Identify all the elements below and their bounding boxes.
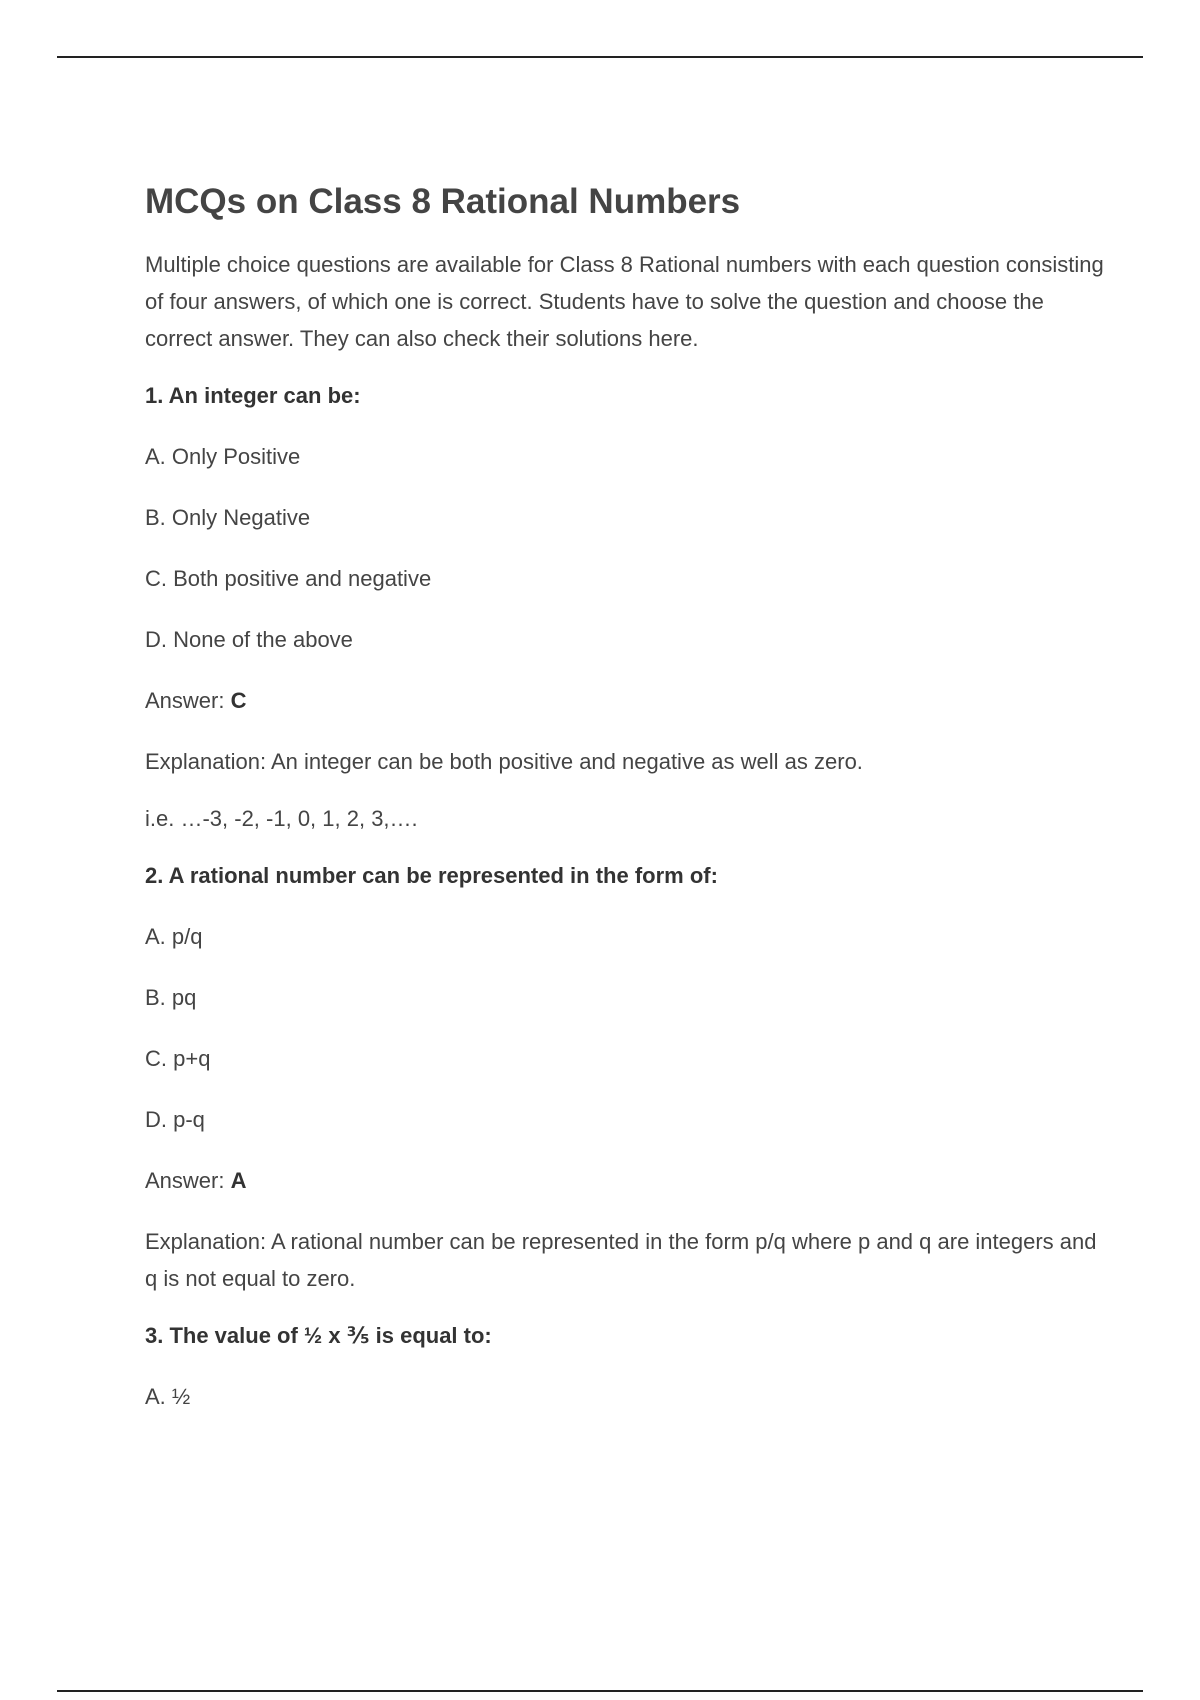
option-a: A. Only Positive bbox=[145, 444, 301, 469]
document-body bbox=[145, 178, 1105, 1439]
answer-label: Answer: bbox=[145, 688, 231, 713]
question-block-1 bbox=[145, 377, 1105, 837]
answer-line bbox=[145, 682, 1105, 719]
option-d: D. p-q bbox=[145, 1107, 205, 1132]
bottom-rule bbox=[57, 1690, 1143, 1692]
page-title: MCQs on Class 8 Rational Numbers bbox=[145, 182, 741, 221]
option-c: C. Both positive and negative bbox=[145, 566, 432, 591]
explanation-example: i.e. …-3, -2, -1, 0, 1, 2, 3,…. bbox=[145, 806, 418, 831]
option-b: B. pq bbox=[145, 985, 197, 1010]
top-rule bbox=[57, 56, 1143, 58]
option-c: C. p+q bbox=[145, 1046, 211, 1071]
explanation: Explanation: An integer can be both positive and negative as well as zero. bbox=[145, 749, 863, 774]
answer-line bbox=[145, 1162, 1105, 1199]
option-a: A. ½ bbox=[145, 1384, 191, 1409]
question-block-3 bbox=[145, 1317, 1105, 1415]
question-text: 3. The value of ½ x ⅗ is equal to: bbox=[145, 1323, 492, 1348]
answer-value: A bbox=[230, 1168, 247, 1193]
option-d: D. None of the above bbox=[145, 627, 353, 652]
question-text: 2. A rational number can be represented in the form of: bbox=[145, 863, 718, 888]
option-a: A. p/q bbox=[145, 924, 203, 949]
explanation: Explanation: A rational number can be represented in the form p/q where p and q are integers and q is not equal to zero. bbox=[145, 1229, 1097, 1291]
intro-paragraph: Multiple choice questions are available for Class 8 Rational numbers with each question consisting of four answers, of which one is correct. Students have to solve the question and choose the correct answer. They can also check their solutions here. bbox=[145, 252, 1104, 351]
answer-label: Answer: bbox=[145, 1168, 231, 1193]
option-b: B. Only Negative bbox=[145, 505, 311, 530]
question-text: 1. An integer can be: bbox=[145, 383, 361, 408]
answer-value: C bbox=[230, 688, 247, 713]
question-block-2 bbox=[145, 857, 1105, 1297]
